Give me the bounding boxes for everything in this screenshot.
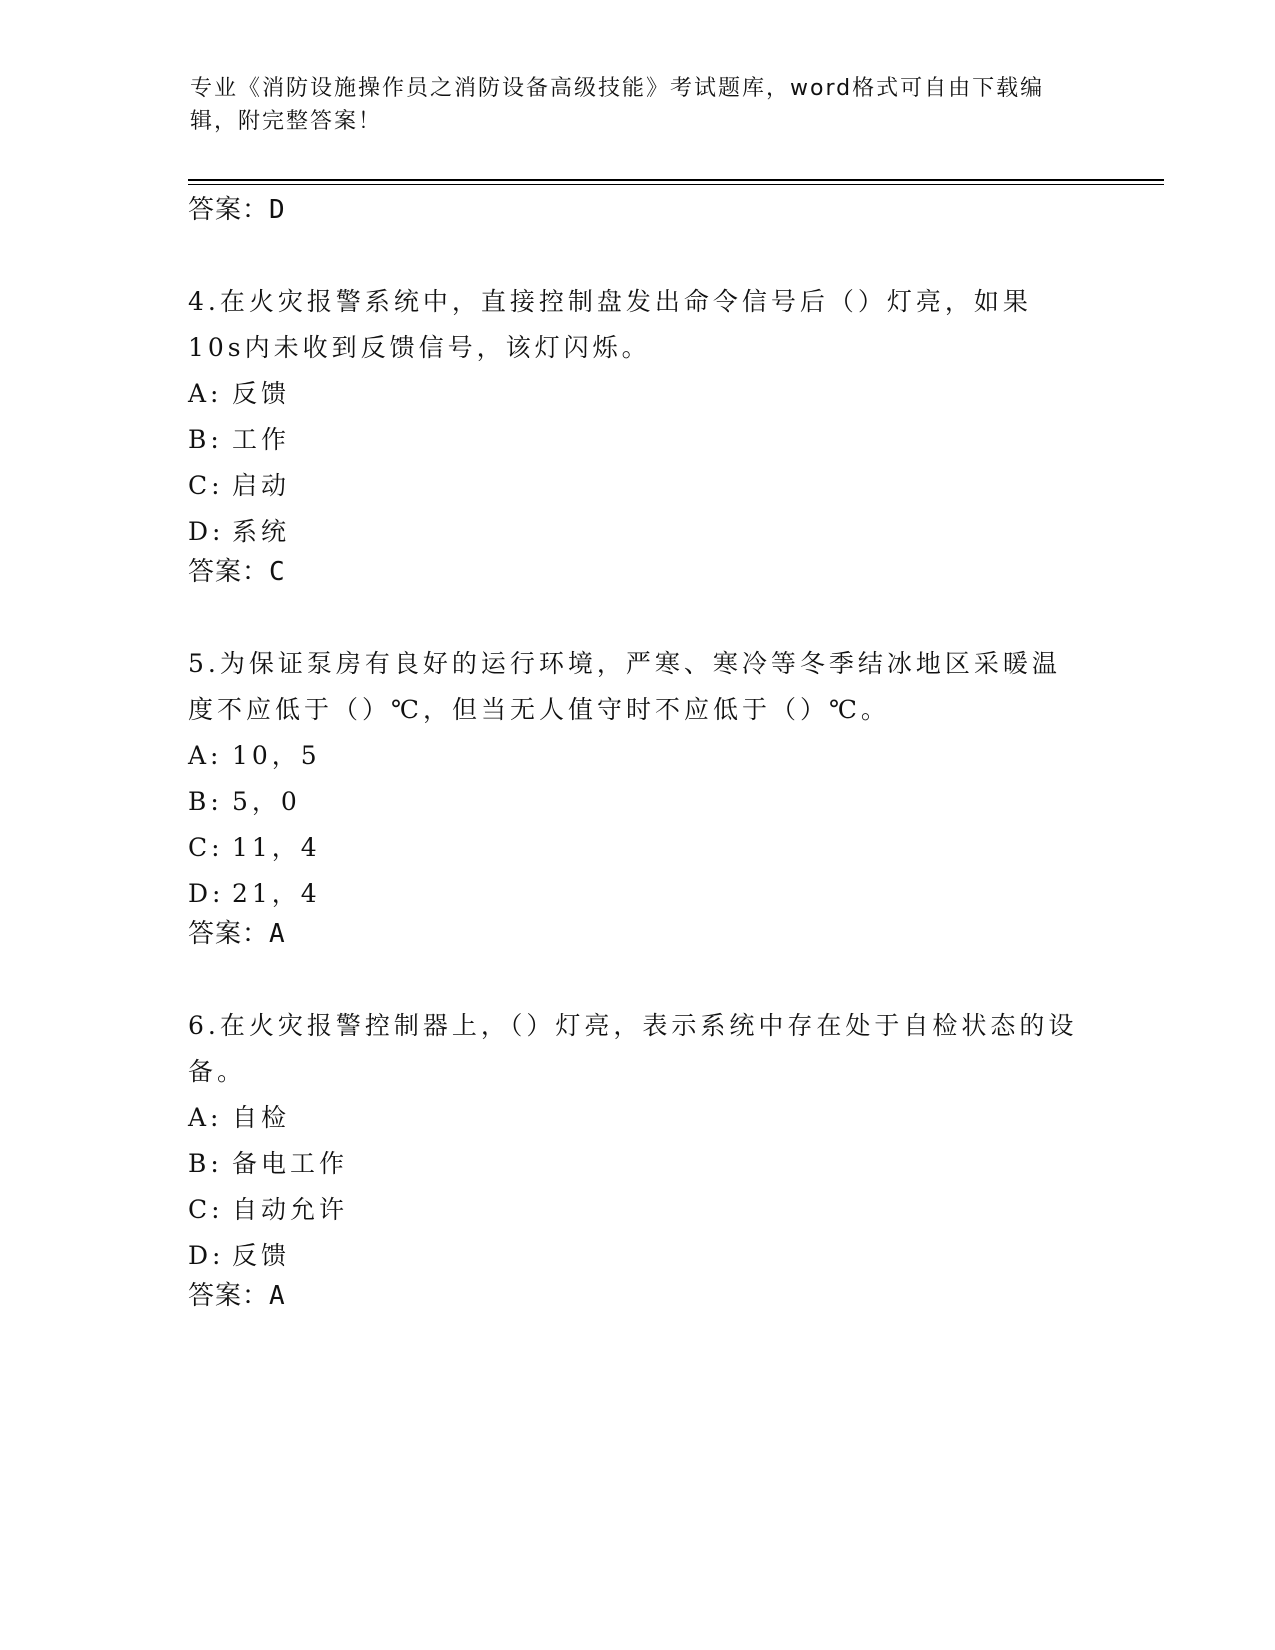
option-d bbox=[188, 509, 1088, 555]
option-b bbox=[188, 1141, 1088, 1187]
previous-answer bbox=[188, 192, 286, 228]
option-a bbox=[188, 371, 1088, 417]
option-key: D: bbox=[188, 517, 225, 546]
option-a bbox=[188, 733, 1088, 779]
option-d bbox=[188, 1233, 1088, 1279]
option-text: 21，4 bbox=[232, 879, 321, 908]
option-key: C: bbox=[188, 471, 224, 500]
option-key: C: bbox=[188, 1195, 224, 1224]
answer-value: C bbox=[269, 557, 286, 587]
option-text: 11，4 bbox=[232, 833, 321, 862]
option-c bbox=[188, 825, 1088, 871]
option-key: A: bbox=[188, 1103, 223, 1132]
option-text: 自动允许 bbox=[232, 1195, 349, 1224]
question-6 bbox=[188, 1003, 1088, 1279]
header-divider-thick bbox=[188, 179, 1164, 181]
option-c bbox=[188, 463, 1088, 509]
option-key: B: bbox=[188, 787, 223, 816]
option-text: 5，0 bbox=[232, 787, 301, 816]
option-text: 工作 bbox=[232, 425, 291, 454]
question-4 bbox=[188, 279, 1088, 555]
answer-label: 答案： bbox=[188, 557, 270, 587]
option-text: 反馈 bbox=[232, 379, 291, 408]
answer-value: A bbox=[269, 919, 286, 949]
question-text: 5.为保证泵房有良好的运行环境，严寒、寒冷等冬季结冰地区采暖温度不应低于（）℃，但当无人值守时不应低于（）℃。 bbox=[188, 649, 1061, 724]
document-header: 专业《消防设施操作员之消防设备高级技能》考试题库，word格式可自由下载编辑，附完整答案！ bbox=[190, 76, 1045, 134]
option-d bbox=[188, 871, 1088, 917]
option-c bbox=[188, 1187, 1088, 1233]
answer-label: 答案： bbox=[188, 1281, 270, 1311]
option-text: 自检 bbox=[232, 1103, 291, 1132]
question-4-answer bbox=[188, 554, 286, 590]
option-b bbox=[188, 779, 1088, 825]
option-key: D: bbox=[188, 879, 225, 908]
option-key: A: bbox=[188, 741, 223, 770]
option-key: C: bbox=[188, 833, 224, 862]
option-key: D: bbox=[188, 1241, 225, 1270]
question-6-answer bbox=[188, 1278, 286, 1314]
answer-value: A bbox=[269, 1281, 286, 1311]
question-text: 6.在火灾报警控制器上，（）灯亮，表示系统中存在处于自检状态的设备。 bbox=[188, 1011, 1078, 1086]
option-key: B: bbox=[188, 1149, 223, 1178]
option-text: 10，5 bbox=[232, 741, 321, 770]
option-text: 反馈 bbox=[232, 1241, 291, 1270]
option-b bbox=[188, 417, 1088, 463]
answer-value: D bbox=[269, 195, 286, 225]
question-5-answer bbox=[188, 916, 286, 952]
option-a bbox=[188, 1095, 1088, 1141]
answer-label: 答案： bbox=[188, 195, 270, 225]
header-divider-thin bbox=[188, 184, 1164, 185]
option-text: 启动 bbox=[232, 471, 291, 500]
option-text: 备电工作 bbox=[232, 1149, 349, 1178]
question-text: 4.在火灾报警系统中，直接控制盘发出命令信号后（）灯亮，如果10s内未收到反馈信号，该灯闪烁。 bbox=[188, 287, 1032, 362]
option-key: B: bbox=[188, 425, 223, 454]
option-key: A: bbox=[188, 379, 223, 408]
option-text: 系统 bbox=[232, 517, 291, 546]
answer-label: 答案： bbox=[188, 919, 270, 949]
question-5 bbox=[188, 641, 1088, 917]
